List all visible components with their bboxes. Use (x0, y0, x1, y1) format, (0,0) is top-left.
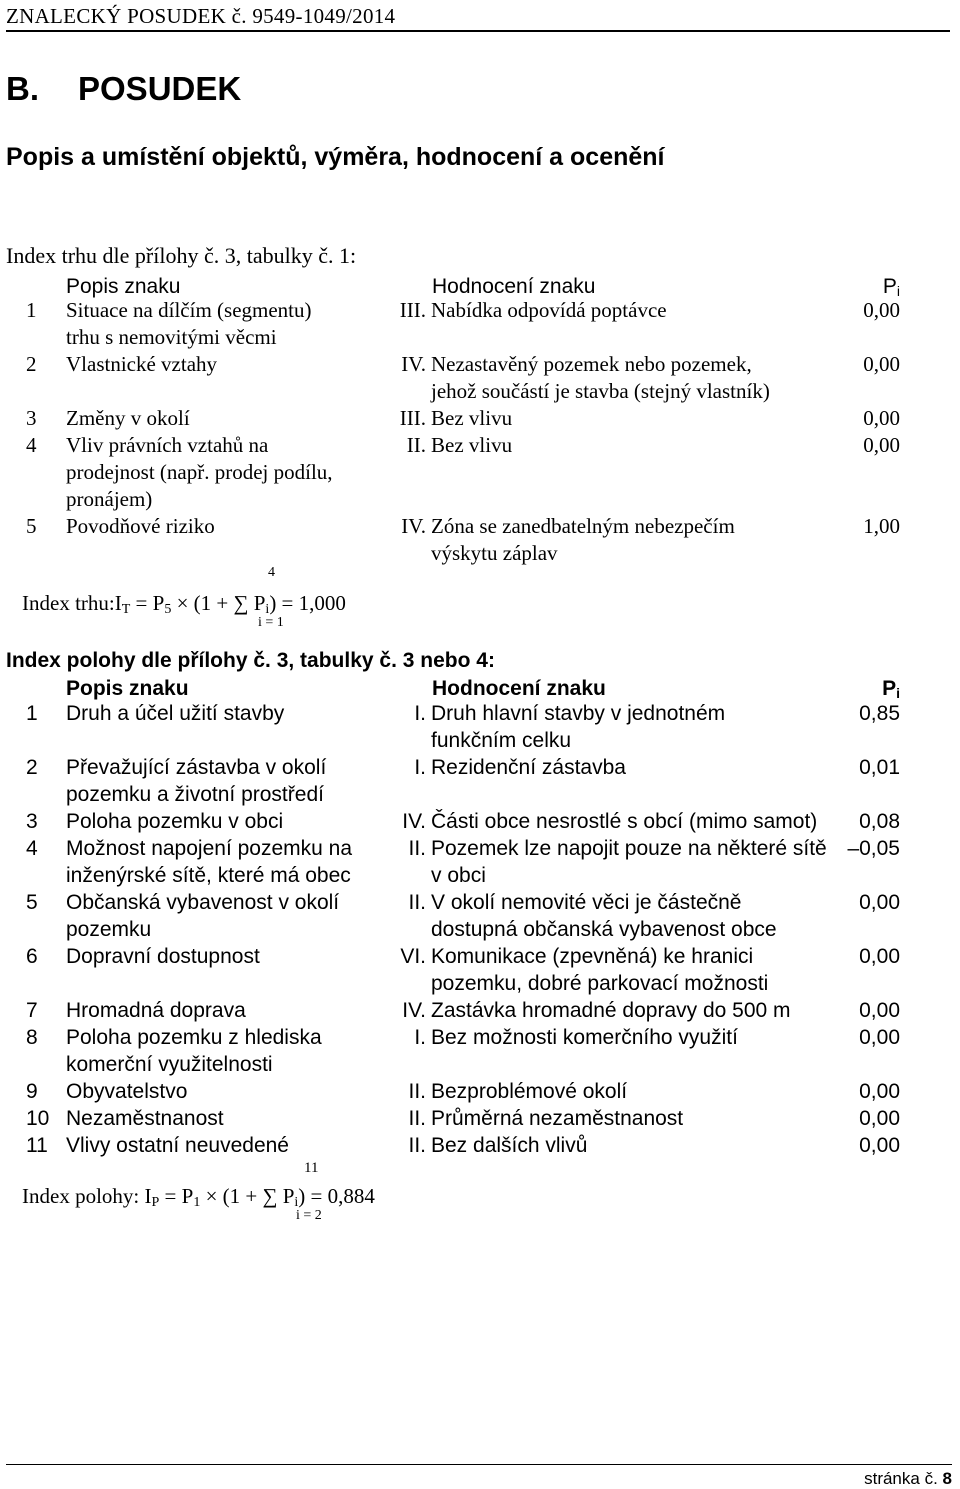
row-name: Vliv právních vztahů na (66, 433, 269, 457)
header-popis: Popis znaku (66, 275, 181, 298)
row-name: pozemku (66, 918, 152, 941)
row-number: 2 (26, 756, 38, 779)
row-name: Vlivy ostatní neuvedené (66, 1134, 289, 1157)
header-popis: Popis znaku (66, 677, 189, 700)
row-number: 1 (26, 298, 37, 322)
row-value: 0,00 (859, 1080, 900, 1103)
formula-part: ) = 1,000 (269, 591, 346, 615)
row-number: 5 (26, 514, 37, 538)
sum-lower-limit: i = 2 (296, 1208, 322, 1223)
row-description: Komunikace (zpevněná) ke hranici (431, 945, 754, 968)
row-grade: III. (399, 406, 426, 430)
section-letter: B. (6, 70, 39, 107)
row-grade: II. (408, 1107, 426, 1130)
index-polohy-title: Index polohy dle přílohy č. 3, tabulky č. 3 nebo 4: (6, 649, 495, 672)
row-name: komerční využitelnosti (66, 1053, 273, 1076)
section-heading (6, 70, 241, 108)
table-row (0, 1078, 960, 1105)
formula-sub: 5 (164, 602, 172, 617)
table-row (0, 754, 960, 808)
row-value: 0,00 (859, 1026, 900, 1049)
row-grade: IV. (402, 999, 426, 1022)
formula-part: × (1 + ∑ P (171, 591, 266, 615)
row-description: výskytu záplav (431, 541, 558, 565)
row-description: Průměrná nezaměstnanost (431, 1107, 684, 1130)
row-name: Situace na dílčím (segmentu) (66, 298, 312, 322)
row-grade: I. (414, 756, 426, 779)
formula-part: Index trhu:I (22, 591, 122, 615)
row-grade: II. (406, 433, 426, 457)
row-grade: I. (414, 702, 426, 725)
row-name: Poloha pozemku v obci (66, 810, 284, 833)
row-number: 1 (26, 702, 38, 725)
row-description: Nabídka odpovídá poptávce (431, 298, 667, 322)
formula-part: ) = 0,884 (298, 1184, 375, 1208)
section-title: POSUDEK (78, 70, 242, 107)
row-description: v obci (431, 864, 486, 887)
header-hodnoceni: Hodnocení znaku (432, 677, 606, 700)
table-row (0, 1105, 960, 1132)
table-row (0, 351, 960, 405)
page-footer (0, 1462, 960, 1489)
row-name: prodejnost (např. prodej podílu, (66, 460, 333, 484)
row-description: Zóna se zanedbatelným nebezpečím (431, 514, 735, 538)
row-description: Bez vlivu (431, 406, 513, 430)
row-value: 0,85 (859, 702, 900, 725)
sum-upper-limit: 4 (268, 565, 275, 580)
row-number: 4 (26, 433, 37, 457)
row-grade: IV. (402, 810, 426, 833)
row-name: Obyvatelstvo (66, 1080, 188, 1103)
row-value: 0,00 (863, 433, 900, 457)
footer-divider (6, 1464, 952, 1465)
row-name: Povodňové riziko (66, 514, 215, 538)
table-row (0, 1132, 960, 1159)
table-row (0, 513, 960, 567)
row-name: pronájem) (66, 487, 153, 511)
index-trhu-formula (22, 565, 462, 635)
row-number: 4 (26, 837, 38, 860)
row-number: 7 (26, 999, 38, 1022)
formula-part: = P (130, 591, 165, 615)
row-grade: IV. (401, 352, 426, 376)
row-number: 8 (26, 1026, 38, 1049)
row-value: 0,00 (863, 298, 900, 322)
row-name: Hromadná doprava (66, 999, 246, 1022)
row-grade: IV. (401, 514, 426, 538)
table-row (0, 1024, 960, 1078)
header-pi-sub: i (896, 685, 900, 701)
formula-sub: 1 (193, 1195, 201, 1210)
row-description: Rezidenční zástavba (431, 756, 626, 779)
row-value: 0,00 (863, 352, 900, 376)
index-trhu-title: Index trhu dle přílohy č. 3, tabulky č. 1: (6, 243, 357, 268)
formula-sub: T (121, 602, 131, 617)
row-value: 0,00 (859, 1134, 900, 1157)
table-row (0, 700, 960, 754)
row-value: 0,08 (859, 810, 900, 833)
row-description: jehož součástí je stavba (stejný vlastník) (431, 379, 770, 403)
formula-part: Index polohy: I (22, 1184, 152, 1208)
formula-text (22, 1184, 375, 1211)
formula-sub: i (265, 602, 270, 617)
row-description: Druh hlavní stavby v jednotném (431, 702, 726, 725)
row-grade: I. (414, 1026, 426, 1049)
row-description: pozemku, dobré parkovací možnosti (431, 972, 769, 995)
row-value: 0,00 (859, 891, 900, 914)
header-pi-letter: P (882, 275, 897, 298)
row-name: Nezaměstnanost (66, 1107, 224, 1130)
row-number: 5 (26, 891, 38, 914)
row-description: funkčním celku (431, 729, 572, 752)
table-row (0, 835, 960, 889)
subsection-heading: Popis a umístění objektů, výměra, hodnocení a ocenění (6, 143, 665, 171)
row-name: Převažující zástavba v okolí (66, 756, 327, 779)
row-description: Zastávka hromadné dopravy do 500 m (431, 999, 791, 1022)
row-description: Bez vlivu (431, 433, 513, 457)
row-name: Možnost napojení pozemku na (66, 837, 353, 860)
header-pi-sub: i (896, 283, 900, 299)
row-value: 0,00 (859, 1107, 900, 1130)
table-row (0, 997, 960, 1024)
table-row (0, 432, 960, 513)
row-number: 9 (26, 1080, 38, 1103)
formula-sub: P (151, 1195, 160, 1210)
row-number: 3 (26, 810, 38, 833)
row-description: Bezproblémové okolí (431, 1080, 628, 1103)
row-value: 0,00 (859, 999, 900, 1022)
formula-text (22, 591, 346, 618)
page-header (6, 2, 950, 32)
sum-lower-limit: i = 1 (258, 615, 284, 630)
row-name: pozemku a životní prostředí (66, 783, 324, 806)
row-grade: III. (399, 298, 426, 322)
table-row (0, 297, 960, 351)
table-row (0, 943, 960, 997)
row-name: Dopravní dostupnost (66, 945, 260, 968)
row-grade: II. (408, 891, 426, 914)
row-description: dostupná občanská vybavenost obce (431, 918, 777, 941)
row-grade: II. (408, 837, 426, 860)
header-pi-letter: P (882, 677, 897, 700)
row-description: Bez dalších vlivů (431, 1134, 588, 1157)
table-row (0, 405, 960, 432)
row-name: inženýrské sítě, které má obec (66, 864, 351, 887)
row-value: 0,00 (859, 945, 900, 968)
formula-part: × (1 + ∑ P (200, 1184, 295, 1208)
row-name: Změny v okolí (66, 406, 190, 430)
row-value: 0,01 (859, 756, 900, 779)
table-row (0, 889, 960, 943)
page-label: stránka č. (864, 1469, 938, 1488)
row-name: trhu s nemovitými věcmi (66, 325, 277, 349)
row-value: –0,05 (847, 837, 900, 860)
row-value: 1,00 (863, 514, 900, 538)
row-name: Poloha pozemku z hlediska (66, 1026, 322, 1049)
page-value: 8 (942, 1469, 952, 1488)
row-name: Vlastnické vztahy (66, 352, 218, 376)
row-description: V okolí nemovité věci je částečně (431, 891, 742, 914)
formula-part: = P (159, 1184, 194, 1208)
row-description: Části obce nesrostlé s obcí (mimo samot) (431, 810, 818, 833)
row-name: Občanská vybavenost v okolí (66, 891, 340, 914)
table-row (0, 808, 960, 835)
row-number: 10 (26, 1107, 50, 1130)
row-number: 6 (26, 945, 38, 968)
formula-sub: i (294, 1195, 299, 1210)
header-hodnoceni: Hodnocení znaku (432, 275, 596, 298)
sum-upper-limit: 11 (304, 1160, 319, 1176)
index-polohy-formula (22, 1160, 482, 1230)
row-name: Druh a účel užití stavby (66, 702, 285, 725)
row-value: 0,00 (863, 406, 900, 430)
page-number (864, 1469, 952, 1489)
row-number: 11 (26, 1134, 48, 1157)
row-number: 2 (26, 352, 37, 376)
row-grade: VI. (400, 945, 426, 968)
row-description: Pozemek lze napojit pouze na některé sítě (431, 837, 827, 860)
row-description: Nezastavěný pozemek nebo pozemek, (431, 352, 752, 376)
row-grade: II. (408, 1080, 426, 1103)
row-number: 3 (26, 406, 37, 430)
row-grade: II. (408, 1134, 426, 1157)
document-title: ZNALECKÝ POSUDEK č. 9549-1049/2014 (6, 4, 396, 28)
row-description: Bez možnosti komerčního využití (431, 1026, 738, 1049)
